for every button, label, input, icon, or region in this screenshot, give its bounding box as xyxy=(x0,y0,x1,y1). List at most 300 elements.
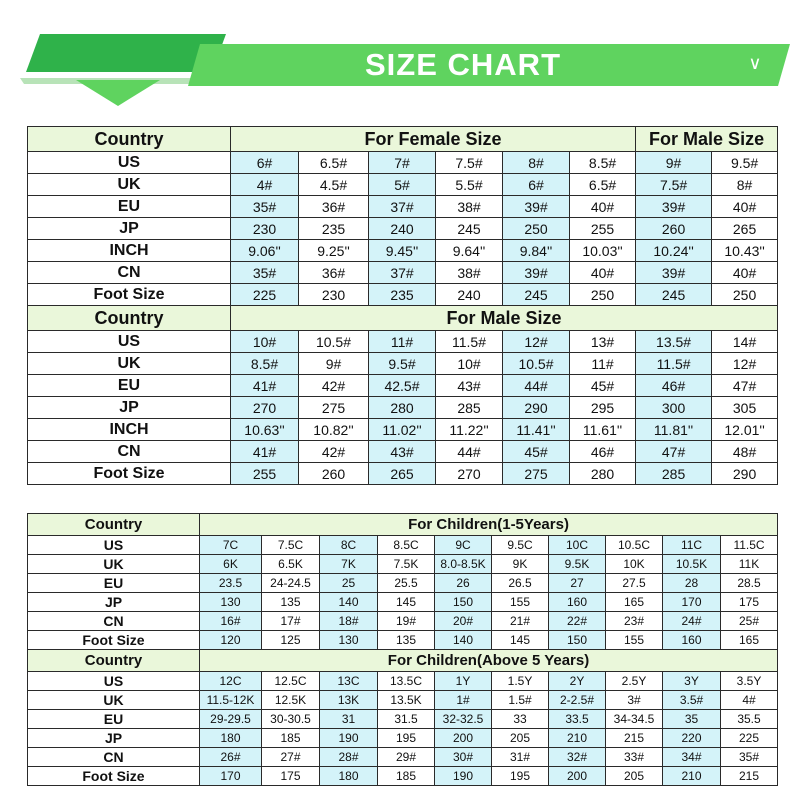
size-cell: 195 xyxy=(492,767,549,786)
size-cell: 35# xyxy=(231,196,299,218)
size-cell: 11.5-12K xyxy=(200,691,262,710)
size-cell: 10.63'' xyxy=(231,419,299,441)
size-cell: 13C xyxy=(320,672,378,691)
size-cell: 44# xyxy=(436,441,503,463)
row-label: US xyxy=(28,672,200,691)
adult-size-table xyxy=(27,126,778,485)
size-cell: 300 xyxy=(636,397,712,419)
size-cell: 280 xyxy=(369,397,436,419)
size-cell: 25 xyxy=(320,574,378,593)
size-cell: 23# xyxy=(606,612,663,631)
size-cell: 11.5# xyxy=(636,353,712,375)
female-size-section xyxy=(28,127,778,306)
size-cell: 7C xyxy=(200,536,262,555)
size-cell: 10.5C xyxy=(606,536,663,555)
size-cell: 25# xyxy=(721,612,778,631)
size-cell: 9# xyxy=(299,353,369,375)
children-large-header-row xyxy=(28,650,778,672)
size-cell: 280 xyxy=(570,463,636,485)
size-cell: 16# xyxy=(200,612,262,631)
row-label: CN xyxy=(28,441,231,463)
table-row xyxy=(28,593,778,612)
size-cell: 12.01'' xyxy=(712,419,778,441)
size-cell: 31# xyxy=(492,748,549,767)
size-cell: 42# xyxy=(299,375,369,397)
size-cell: 9# xyxy=(636,152,712,174)
size-cell: 24-24.5 xyxy=(262,574,320,593)
size-cell: 185 xyxy=(262,729,320,748)
size-cell: 32-32.5 xyxy=(435,710,492,729)
table-row xyxy=(28,262,778,284)
size-cell: 250 xyxy=(503,218,570,240)
size-cell: 9K xyxy=(492,555,549,574)
size-cell: 180 xyxy=(200,729,262,748)
size-cell: 25.5 xyxy=(378,574,435,593)
table-row xyxy=(28,612,778,631)
size-cell: 225 xyxy=(231,284,299,306)
size-cell: 40# xyxy=(712,262,778,284)
row-label: Foot Size xyxy=(28,631,200,650)
size-cell: 245 xyxy=(436,218,503,240)
size-cell: 19# xyxy=(378,612,435,631)
row-label: INCH xyxy=(28,419,231,441)
row-label: EU xyxy=(28,574,200,593)
size-cell: 28# xyxy=(320,748,378,767)
size-cell: 160 xyxy=(549,593,606,612)
size-cell: 29# xyxy=(378,748,435,767)
size-cell: 11.81'' xyxy=(636,419,712,441)
size-cell: 31.5 xyxy=(378,710,435,729)
size-cell: 135 xyxy=(378,631,435,650)
size-cell: 10# xyxy=(231,331,299,353)
row-label: JP xyxy=(28,397,231,419)
size-cell: 175 xyxy=(721,593,778,612)
size-cell: 9.5K xyxy=(549,555,606,574)
size-cell: 285 xyxy=(636,463,712,485)
size-cell: 11# xyxy=(570,353,636,375)
size-cell: 10K xyxy=(606,555,663,574)
size-cell: 135 xyxy=(262,593,320,612)
male-size-section xyxy=(28,306,778,485)
male-size-title: For Male Size xyxy=(636,127,778,152)
size-cell: 165 xyxy=(721,631,778,650)
size-cell: 33 xyxy=(492,710,549,729)
size-cell: 265 xyxy=(369,463,436,485)
size-cell: 180 xyxy=(320,767,378,786)
size-cell: 6.5# xyxy=(299,152,369,174)
size-cell: 190 xyxy=(435,767,492,786)
size-cell: 11.5# xyxy=(436,331,503,353)
size-cell: 175 xyxy=(262,767,320,786)
size-cell: 11.41'' xyxy=(503,419,570,441)
size-cell: 11# xyxy=(369,331,436,353)
size-cell: 275 xyxy=(299,397,369,419)
size-cell: 120 xyxy=(200,631,262,650)
size-cell: 305 xyxy=(712,397,778,419)
size-cell: 35 xyxy=(663,710,721,729)
children-small-header-row xyxy=(28,514,778,536)
size-cell: 38# xyxy=(436,196,503,218)
size-cell: 150 xyxy=(435,593,492,612)
size-cell: 7.5# xyxy=(436,152,503,174)
size-cell: 190 xyxy=(320,729,378,748)
size-cell: 7.5# xyxy=(636,174,712,196)
size-cell: 6# xyxy=(231,152,299,174)
table-row xyxy=(28,375,778,397)
size-cell: 12# xyxy=(503,331,570,353)
size-cell: 4# xyxy=(231,174,299,196)
size-cell: 3Y xyxy=(663,672,721,691)
size-cell: 48# xyxy=(712,441,778,463)
size-cell: 1.5Y xyxy=(492,672,549,691)
size-cell: 42# xyxy=(299,441,369,463)
table-row xyxy=(28,196,778,218)
table-row xyxy=(28,353,778,375)
size-cell: 9.5# xyxy=(369,353,436,375)
size-cell: 275 xyxy=(503,463,570,485)
size-cell: 40# xyxy=(570,196,636,218)
size-cell: 235 xyxy=(299,218,369,240)
size-cell: 145 xyxy=(492,631,549,650)
size-cell: 245 xyxy=(503,284,570,306)
size-cell: 13.5C xyxy=(378,672,435,691)
size-cell: 30# xyxy=(435,748,492,767)
row-label: CN xyxy=(28,612,200,631)
size-cell: 39# xyxy=(503,196,570,218)
size-cell: 265 xyxy=(712,218,778,240)
size-cell: 39# xyxy=(636,262,712,284)
size-cell: 130 xyxy=(200,593,262,612)
size-cell: 10.5K xyxy=(663,555,721,574)
size-cell: 43# xyxy=(436,375,503,397)
size-cell: 18# xyxy=(320,612,378,631)
table-row xyxy=(28,174,778,196)
size-cell: 2.5Y xyxy=(606,672,663,691)
size-cell: 255 xyxy=(570,218,636,240)
size-cell: 140 xyxy=(320,593,378,612)
row-label: JP xyxy=(28,593,200,612)
children-small-title: For Children(1-5Years) xyxy=(200,514,778,536)
size-cell: 8C xyxy=(320,536,378,555)
size-cell: 36# xyxy=(299,262,369,284)
table-row xyxy=(28,152,778,174)
size-cell: 13# xyxy=(570,331,636,353)
size-cell: 215 xyxy=(606,729,663,748)
size-cell: 150 xyxy=(549,631,606,650)
size-cell: 10# xyxy=(436,353,503,375)
size-cell: 27 xyxy=(549,574,606,593)
size-cell: 21# xyxy=(492,612,549,631)
table-row xyxy=(28,284,778,306)
size-cell: 11.61'' xyxy=(570,419,636,441)
size-cell: 10.5# xyxy=(299,331,369,353)
size-cell: 47# xyxy=(712,375,778,397)
size-cell: 170 xyxy=(200,767,262,786)
size-cell: 17# xyxy=(262,612,320,631)
row-label: EU xyxy=(28,196,231,218)
size-cell: 185 xyxy=(378,767,435,786)
size-cell: 230 xyxy=(299,284,369,306)
size-cell: 2Y xyxy=(549,672,606,691)
size-cell: 28.5 xyxy=(721,574,778,593)
size-cell: 9C xyxy=(435,536,492,555)
female-header-row xyxy=(28,127,778,152)
size-cell: 5# xyxy=(369,174,436,196)
size-cell: 1Y xyxy=(435,672,492,691)
country-header: Country xyxy=(28,127,231,152)
table-row xyxy=(28,218,778,240)
table-row xyxy=(28,767,778,786)
size-cell: 2-2.5# xyxy=(549,691,606,710)
row-label: UK xyxy=(28,353,231,375)
size-cell: 9.5C xyxy=(492,536,549,555)
row-label: UK xyxy=(28,691,200,710)
size-cell: 155 xyxy=(492,593,549,612)
size-cell: 12# xyxy=(712,353,778,375)
size-cell: 4# xyxy=(721,691,778,710)
size-cell: 8.5C xyxy=(378,536,435,555)
size-cell: 4.5# xyxy=(299,174,369,196)
size-cell: 43# xyxy=(369,441,436,463)
row-label: JP xyxy=(28,218,231,240)
table-row xyxy=(28,631,778,650)
size-cell: 245 xyxy=(636,284,712,306)
size-cell: 26.5 xyxy=(492,574,549,593)
size-cell: 8# xyxy=(712,174,778,196)
row-label: EU xyxy=(28,710,200,729)
table-row xyxy=(28,672,778,691)
size-cell: 14# xyxy=(712,331,778,353)
table-row xyxy=(28,331,778,353)
size-cell: 8.0-8.5K xyxy=(435,555,492,574)
size-cell: 11.5C xyxy=(721,536,778,555)
size-cell: 160 xyxy=(663,631,721,650)
size-cell: 230 xyxy=(231,218,299,240)
size-cell: 200 xyxy=(549,767,606,786)
size-cell: 165 xyxy=(606,593,663,612)
size-cell: 30-30.5 xyxy=(262,710,320,729)
size-cell: 9.64'' xyxy=(436,240,503,262)
size-cell: 39# xyxy=(503,262,570,284)
table-row xyxy=(28,463,778,485)
size-cell: 26 xyxy=(435,574,492,593)
table-row xyxy=(28,729,778,748)
size-cell: 11.22'' xyxy=(436,419,503,441)
size-cell: 27# xyxy=(262,748,320,767)
children-large-title: For Children(Above 5 Years) xyxy=(200,650,778,672)
size-cell: 130 xyxy=(320,631,378,650)
size-cell: 7.5C xyxy=(262,536,320,555)
size-cell: 290 xyxy=(712,463,778,485)
male-header-row xyxy=(28,306,778,331)
size-cell: 13.5K xyxy=(378,691,435,710)
size-cell: 7# xyxy=(369,152,436,174)
size-cell: 29-29.5 xyxy=(200,710,262,729)
row-label: US xyxy=(28,331,231,353)
size-cell: 38# xyxy=(436,262,503,284)
table-row xyxy=(28,748,778,767)
size-cell: 24# xyxy=(663,612,721,631)
size-cell: 270 xyxy=(231,397,299,419)
row-label: UK xyxy=(28,555,200,574)
size-cell: 12.5C xyxy=(262,672,320,691)
table-row xyxy=(28,397,778,419)
table-row xyxy=(28,710,778,729)
size-cell: 8# xyxy=(503,152,570,174)
size-cell: 45# xyxy=(570,375,636,397)
row-label: JP xyxy=(28,729,200,748)
size-cell: 260 xyxy=(299,463,369,485)
size-cell: 5.5# xyxy=(436,174,503,196)
size-cell: 205 xyxy=(606,767,663,786)
size-cell: 10.5# xyxy=(503,353,570,375)
size-cell: 10.03'' xyxy=(570,240,636,262)
row-label: US xyxy=(28,152,231,174)
size-cell: 260 xyxy=(636,218,712,240)
size-cell: 215 xyxy=(721,767,778,786)
size-cell: 32# xyxy=(549,748,606,767)
size-cell: 47# xyxy=(636,441,712,463)
size-cell: 40# xyxy=(570,262,636,284)
country-header: Country xyxy=(28,514,200,536)
size-cell: 23.5 xyxy=(200,574,262,593)
size-cell: 11C xyxy=(663,536,721,555)
size-cell: 140 xyxy=(435,631,492,650)
size-cell: 295 xyxy=(570,397,636,419)
size-cell: 10.82'' xyxy=(299,419,369,441)
size-cell: 9.25'' xyxy=(299,240,369,262)
size-cell: 11K xyxy=(721,555,778,574)
children-small-section xyxy=(28,514,778,650)
male-size-title: For Male Size xyxy=(231,306,778,331)
size-cell: 270 xyxy=(436,463,503,485)
female-size-title: For Female Size xyxy=(231,127,636,152)
size-cell: 22# xyxy=(549,612,606,631)
size-cell: 7.5K xyxy=(378,555,435,574)
size-cell: 34-34.5 xyxy=(606,710,663,729)
size-cell: 27.5 xyxy=(606,574,663,593)
table-row xyxy=(28,555,778,574)
size-cell: 10.24'' xyxy=(636,240,712,262)
size-cell: 8.5# xyxy=(231,353,299,375)
size-cell: 210 xyxy=(663,767,721,786)
size-cell: 26# xyxy=(200,748,262,767)
size-cell: 6.5K xyxy=(262,555,320,574)
size-cell: 42.5# xyxy=(369,375,436,397)
size-cell: 33.5 xyxy=(549,710,606,729)
size-cell: 205 xyxy=(492,729,549,748)
country-header: Country xyxy=(28,650,200,672)
size-cell: 250 xyxy=(570,284,636,306)
size-chart-banner xyxy=(0,0,810,110)
size-cell: 225 xyxy=(721,729,778,748)
size-cell: 200 xyxy=(435,729,492,748)
size-cell: 13K xyxy=(320,691,378,710)
size-cell: 34# xyxy=(663,748,721,767)
size-cell: 255 xyxy=(231,463,299,485)
size-cell: 145 xyxy=(378,593,435,612)
size-cell: 240 xyxy=(369,218,436,240)
row-label: UK xyxy=(28,174,231,196)
size-cell: 13.5# xyxy=(636,331,712,353)
table-row xyxy=(28,691,778,710)
size-cell: 6K xyxy=(200,555,262,574)
country-header: Country xyxy=(28,306,231,331)
size-cell: 155 xyxy=(606,631,663,650)
table-row xyxy=(28,441,778,463)
page-title: SIZE CHART xyxy=(365,47,561,82)
row-label: Foot Size xyxy=(28,463,231,485)
row-label: US xyxy=(28,536,200,555)
children-large-section xyxy=(28,650,778,786)
size-cell: 3.5# xyxy=(663,691,721,710)
size-cell: 220 xyxy=(663,729,721,748)
size-cell: 37# xyxy=(369,196,436,218)
row-label: Foot Size xyxy=(28,284,231,306)
size-cell: 3.5Y xyxy=(721,672,778,691)
chevron-down-icon: ∨ xyxy=(748,53,762,73)
size-cell: 8.5# xyxy=(570,152,636,174)
size-cell: 11.02'' xyxy=(369,419,436,441)
size-cell: 45# xyxy=(503,441,570,463)
size-cell: 35# xyxy=(231,262,299,284)
table-row xyxy=(28,574,778,593)
size-cell: 35.5 xyxy=(721,710,778,729)
size-cell: 41# xyxy=(231,441,299,463)
size-cell: 39# xyxy=(636,196,712,218)
size-cell: 33# xyxy=(606,748,663,767)
size-cell: 41# xyxy=(231,375,299,397)
size-cell: 1.5# xyxy=(492,691,549,710)
size-cell: 20# xyxy=(435,612,492,631)
table-row xyxy=(28,419,778,441)
size-cell: 250 xyxy=(712,284,778,306)
size-cell: 46# xyxy=(636,375,712,397)
size-cell: 235 xyxy=(369,284,436,306)
table-row xyxy=(28,536,778,555)
size-cell: 290 xyxy=(503,397,570,419)
row-label: CN xyxy=(28,748,200,767)
size-cell: 28 xyxy=(663,574,721,593)
size-cell: 9.45'' xyxy=(369,240,436,262)
size-cell: 3# xyxy=(606,691,663,710)
size-cell: 6# xyxy=(503,174,570,196)
size-cell: 12C xyxy=(200,672,262,691)
size-cell: 36# xyxy=(299,196,369,218)
size-cell: 9.06'' xyxy=(231,240,299,262)
size-cell: 10C xyxy=(549,536,606,555)
row-label: Foot Size xyxy=(28,767,200,786)
row-label: EU xyxy=(28,375,231,397)
size-cell: 7K xyxy=(320,555,378,574)
size-cell: 9.5# xyxy=(712,152,778,174)
size-cell: 40# xyxy=(712,196,778,218)
size-cell: 210 xyxy=(549,729,606,748)
size-cell: 44# xyxy=(503,375,570,397)
size-cell: 240 xyxy=(436,284,503,306)
size-cell: 37# xyxy=(369,262,436,284)
size-cell: 9.84'' xyxy=(503,240,570,262)
banner-arrow xyxy=(76,80,160,106)
size-cell: 1# xyxy=(435,691,492,710)
size-cell: 46# xyxy=(570,441,636,463)
size-cell: 35# xyxy=(721,748,778,767)
table-row xyxy=(28,240,778,262)
children-size-table xyxy=(27,513,778,786)
size-cell: 31 xyxy=(320,710,378,729)
size-cell: 12.5K xyxy=(262,691,320,710)
size-cell: 10.43'' xyxy=(712,240,778,262)
